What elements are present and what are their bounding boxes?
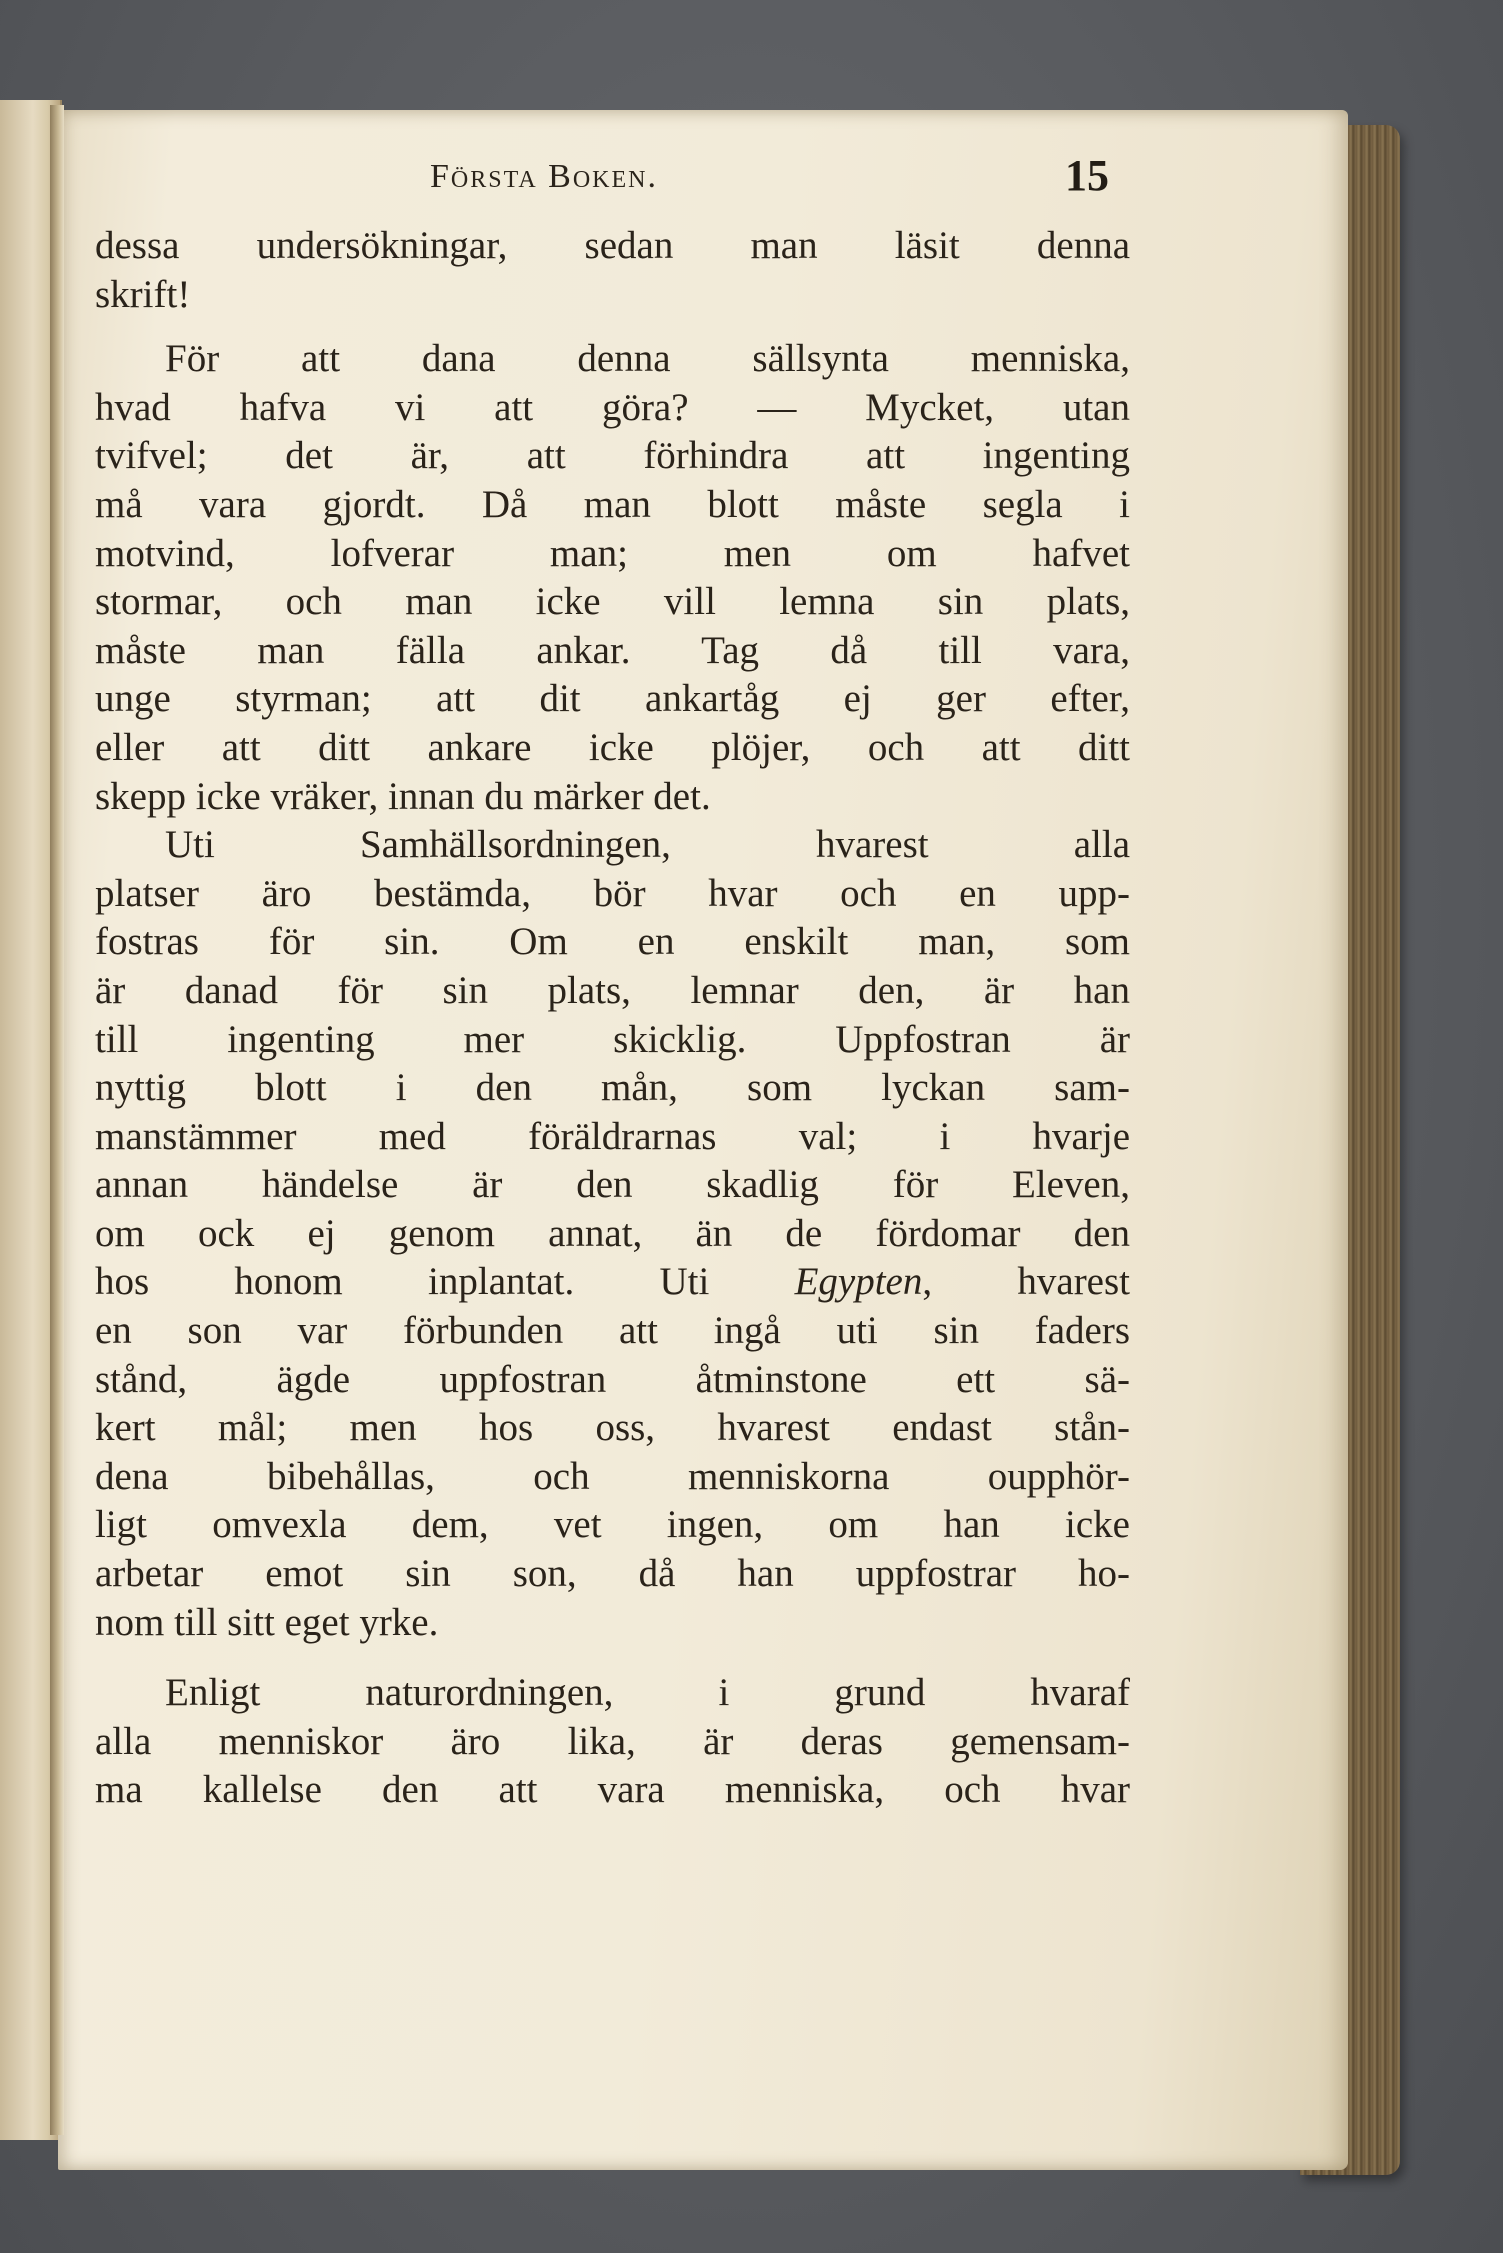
text-line: motvind, lofverar man; men om hafvet: [95, 531, 1130, 575]
text-line: dessa undersökningar, sedan man läsit denna: [95, 224, 1130, 267]
text-line: skepp icke vräker, innan du märker det.: [95, 774, 711, 818]
text-segment: hos honom inplantat. Uti: [95, 1260, 795, 1304]
page-number: 15: [1065, 151, 1109, 200]
book-gutter: [50, 105, 64, 2135]
text-line: fostras för sin. Om en enskilt man, som: [95, 920, 1130, 964]
paragraph-4: [95, 1669, 1130, 1815]
text-line: dena bibehållas, och menniskorna oupphör-: [95, 1454, 1130, 1498]
text-segment: , hvarest: [922, 1260, 1131, 1304]
text-line: om ock ej genom annat, än de fördomar den: [95, 1211, 1130, 1255]
text-line: är danad för sin plats, lemnar den, är han: [95, 968, 1130, 1012]
text-line: stånd, ägde uppfostran åtminstone ett sä-: [95, 1357, 1130, 1401]
text-line: måste man fälla ankar. Tag då till vara,: [95, 628, 1130, 672]
text-line: unge styrman; att dit ankartåg ej ger efter,: [95, 677, 1130, 721]
text-line: alla menniskor äro lika, är deras gemensam-: [95, 1719, 1130, 1763]
text-line: tvifvel; det är, att förhindra att ingenting: [95, 434, 1130, 478]
text-line-with-italic: [95, 1258, 1130, 1307]
text-line: ligt omvexla dem, vet ingen, om han icke: [95, 1503, 1130, 1547]
running-head-title: Första Boken.: [430, 158, 659, 195]
text-line: må vara gjordt. Då man blott måste segla i: [95, 482, 1130, 526]
paragraph-3: [95, 821, 1130, 1647]
text-line: nom till sitt eget yrke.: [95, 1600, 439, 1644]
text-line: platser äro bestämda, bör hvar och en upp-: [95, 871, 1130, 915]
text-line: en son var förbunden att ingå uti sin faders: [95, 1309, 1130, 1353]
text-line: nyttig blott i den mån, som lyckan sam-: [95, 1066, 1130, 1110]
italic-place-name: Egypten: [794, 1260, 923, 1304]
paragraph-1: [95, 222, 1130, 319]
text-line: arbetar emot sin son, då han uppfostrar ho-: [95, 1552, 1130, 1596]
paragraph-2: [95, 335, 1130, 821]
text-line: annan händelse är den skadlig för Eleven,: [95, 1163, 1130, 1207]
text-line: Uti Samhällsordningen, hvarest alla: [165, 823, 1130, 867]
text-line: kert mål; men hos oss, hvarest endast stån-: [95, 1406, 1130, 1450]
text-line: stormar, och man icke vill lemna sin plats,: [95, 580, 1130, 624]
text-line: Enligt naturordningen, i grund hvaraf: [165, 1671, 1130, 1715]
text-line: ma kallelse den att vara menniska, och hvar: [95, 1768, 1130, 1812]
text-line: För att dana denna sällsynta menniska,: [165, 337, 1130, 381]
text-line: manstämmer med föräldrarnas val; i hvarje: [95, 1114, 1130, 1158]
body-text: [95, 222, 1130, 1815]
text-line: hvad hafva vi att göra? — Mycket, utan: [95, 385, 1130, 429]
text-line: till ingenting mer skicklig. Uppfostran är: [95, 1017, 1130, 1061]
text-line: skrift!: [95, 272, 191, 316]
text-line: eller att ditt ankare icke plöjer, och att ditt: [95, 725, 1130, 769]
